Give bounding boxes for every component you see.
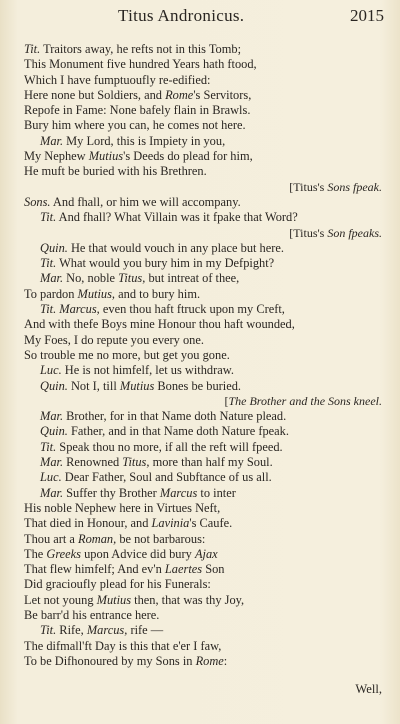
text-segment: What would you bury him in my Defpight? xyxy=(56,256,275,271)
italic-text: Quin. xyxy=(40,378,68,393)
text-line xyxy=(0,501,400,516)
text-segment: Dear Father, Soul and Subftance of us all. xyxy=(61,470,272,485)
text-segment: This Monument five hundred Years hath ftood, xyxy=(24,57,257,72)
text-line xyxy=(0,486,400,501)
text-segment: That flew himfelf; And ev'n xyxy=(24,562,165,577)
text-segment: He muft be buried with his Brethren. xyxy=(24,164,207,179)
text-line xyxy=(0,440,400,455)
italic-text: Rome xyxy=(195,653,224,668)
text-segment: He that would vouch in any place but here. xyxy=(67,240,284,255)
text-segment: Be barr'd his entrance here. xyxy=(24,607,160,622)
play-text xyxy=(0,42,400,669)
stage-direction xyxy=(0,394,400,409)
text-line xyxy=(0,134,400,149)
text-line xyxy=(0,455,400,470)
text-line xyxy=(0,164,400,179)
text-line xyxy=(0,547,400,562)
text-segment: [Titus's xyxy=(289,179,328,194)
italic-text: Lavinia xyxy=(151,516,190,531)
text-segment: Bones be buried. xyxy=(154,378,242,393)
italic-text: Marcus, xyxy=(86,623,128,638)
text-segment: upon Advice did bury xyxy=(81,546,195,561)
text-segment: The difmall'ft Day is this that e'er I faw, xyxy=(24,638,222,653)
text-line xyxy=(0,623,400,638)
text-line xyxy=(0,409,400,424)
text-segment: Thou art a xyxy=(24,531,79,546)
text-segment: [Titus's xyxy=(289,225,328,240)
text-segment: Bury him where you can, he comes not here. xyxy=(24,118,246,133)
italic-text: Tit. xyxy=(40,256,57,271)
text-line xyxy=(0,333,400,348)
italic-text: Sons fpeak. xyxy=(327,179,382,194)
text-segment: And fhall? What Villain was it fpake that Word? xyxy=(56,210,298,225)
text-segment: Not I, till xyxy=(67,378,120,393)
text-line xyxy=(0,57,400,72)
text-segment: 's Deeds do plead for him, xyxy=(123,149,253,164)
text-line xyxy=(0,470,400,485)
page-number: 2015 xyxy=(350,6,384,25)
text-line xyxy=(0,532,400,547)
text-line xyxy=(0,302,400,317)
text-line xyxy=(0,88,400,103)
italic-text: Luc. xyxy=(40,470,62,485)
text-segment: Which I have fumptuoufly re-edified: xyxy=(24,72,211,87)
text-segment: To pardon xyxy=(24,286,78,301)
text-segment: The xyxy=(24,546,47,561)
italic-text: Mar. xyxy=(40,271,64,286)
italic-text: Son fpeaks. xyxy=(327,225,382,240)
text-segment: And with thefe Boys mine Honour thou haft wounded, xyxy=(24,317,295,332)
text-segment: even thou haft ftruck upon my Creft, xyxy=(99,302,285,317)
italic-text: Tit. Marcus, xyxy=(40,302,100,317)
text-segment: 's Servitors, xyxy=(193,87,252,102)
italic-text: Ajax xyxy=(194,546,218,561)
stage-direction xyxy=(0,180,400,195)
text-line xyxy=(0,149,400,164)
italic-text: Quin. xyxy=(40,240,68,255)
italic-text: Tit. xyxy=(40,623,57,638)
text-segment: Speak thou no more, if all the reft will fpeed. xyxy=(56,439,283,454)
text-segment: and to bury him. xyxy=(115,286,201,301)
italic-text: Mar. xyxy=(40,455,64,470)
text-segment: to inter xyxy=(197,485,236,500)
text-segment: That died in Honour, and xyxy=(24,516,152,531)
text-line xyxy=(0,516,400,531)
text-segment: : xyxy=(223,653,228,668)
italic-text: Mutius xyxy=(119,378,155,393)
text-segment: His noble Nephew here in Virtues Neft, xyxy=(24,500,221,515)
running-title: Titus Andronicus. xyxy=(118,6,245,25)
text-line xyxy=(0,317,400,332)
text-segment: Son xyxy=(202,562,225,577)
text-segment: My Foes, I do repute you every one. xyxy=(24,332,204,347)
italic-text: Laertes xyxy=(164,562,203,577)
text-segment: 's Caufe. xyxy=(189,516,233,531)
text-line xyxy=(0,608,400,623)
text-line xyxy=(0,639,400,654)
text-line xyxy=(0,348,400,363)
page-header xyxy=(0,6,400,28)
text-line xyxy=(0,241,400,256)
text-line xyxy=(0,271,400,286)
text-segment: Did gracioufly plead for his Funerals: xyxy=(24,577,211,592)
text-line xyxy=(0,654,400,669)
italic-text: Marcus xyxy=(159,485,198,500)
text-line xyxy=(0,562,400,577)
text-line xyxy=(0,42,400,57)
text-line xyxy=(0,424,400,439)
italic-text: Tit. xyxy=(24,42,41,56)
text-segment: My Lord, this is Impiety in you, xyxy=(63,133,226,148)
italic-text: Quin. xyxy=(40,424,68,439)
text-line xyxy=(0,195,400,210)
italic-text: Tit. xyxy=(40,210,57,225)
text-line xyxy=(0,103,400,118)
italic-text: Roman, xyxy=(78,531,117,546)
text-segment: but intreat of thee, xyxy=(145,271,240,286)
italic-text: Luc. xyxy=(40,363,62,378)
text-segment: Renowned xyxy=(63,455,123,470)
italic-text: Mutius xyxy=(88,149,124,164)
text-segment: then, that was thy Joy, xyxy=(131,592,245,607)
italic-text: Mar. xyxy=(40,409,64,424)
italic-text: Sons. xyxy=(24,194,51,209)
italic-text: Mutius, xyxy=(77,286,116,301)
text-line xyxy=(0,379,400,394)
text-line xyxy=(0,118,400,133)
italic-text: Tit. xyxy=(40,439,57,454)
italic-text: Titus, xyxy=(122,455,150,470)
catchword: Well, xyxy=(355,682,382,696)
text-segment: rife — xyxy=(127,623,164,638)
italic-text: Mar. xyxy=(40,485,64,500)
text-segment: To be Difhonoured by my Sons in xyxy=(24,653,196,668)
text-segment: Traitors away, he refts not in this Tomb; xyxy=(40,42,242,56)
text-line xyxy=(0,210,400,225)
text-segment: Here none but Soldiers, and xyxy=(24,87,166,102)
text-segment: So trouble me no more, but get you gone. xyxy=(24,347,230,362)
text-segment: Father, and in that Name doth Nature fpeak. xyxy=(67,424,289,439)
italic-text: Rome xyxy=(165,87,194,102)
italic-text: Greeks xyxy=(46,546,82,561)
text-segment: more than half my Soul. xyxy=(149,455,273,470)
text-segment: No, noble xyxy=(63,271,119,286)
stage-direction xyxy=(0,226,400,241)
italic-text: Mutius xyxy=(96,592,132,607)
text-segment: Suffer thy Brother xyxy=(63,485,160,500)
text-line xyxy=(0,287,400,302)
text-segment: And fhall, or him we will accompany. xyxy=(50,194,241,209)
text-line xyxy=(0,593,400,608)
text-line xyxy=(0,256,400,271)
text-line xyxy=(0,577,400,592)
italic-text: The Brother and the Sons kneel. xyxy=(228,393,382,408)
text-line xyxy=(0,73,400,88)
text-segment: Let not young xyxy=(24,592,97,607)
italic-text: Titus, xyxy=(118,271,146,286)
text-segment: [ xyxy=(224,393,229,408)
text-segment: be not barbarous: xyxy=(116,531,206,546)
italic-text: Mar. xyxy=(40,133,64,148)
text-segment: Brother, for in that Name doth Nature plead. xyxy=(63,409,287,424)
text-segment: Rife, xyxy=(56,623,87,638)
text-segment: Repofe in Fame: None bafely flain in Brawls. xyxy=(24,103,251,118)
text-line xyxy=(0,363,400,378)
text-segment: He is not himfelf, let us withdraw. xyxy=(61,363,234,378)
text-segment: My Nephew xyxy=(24,149,89,164)
